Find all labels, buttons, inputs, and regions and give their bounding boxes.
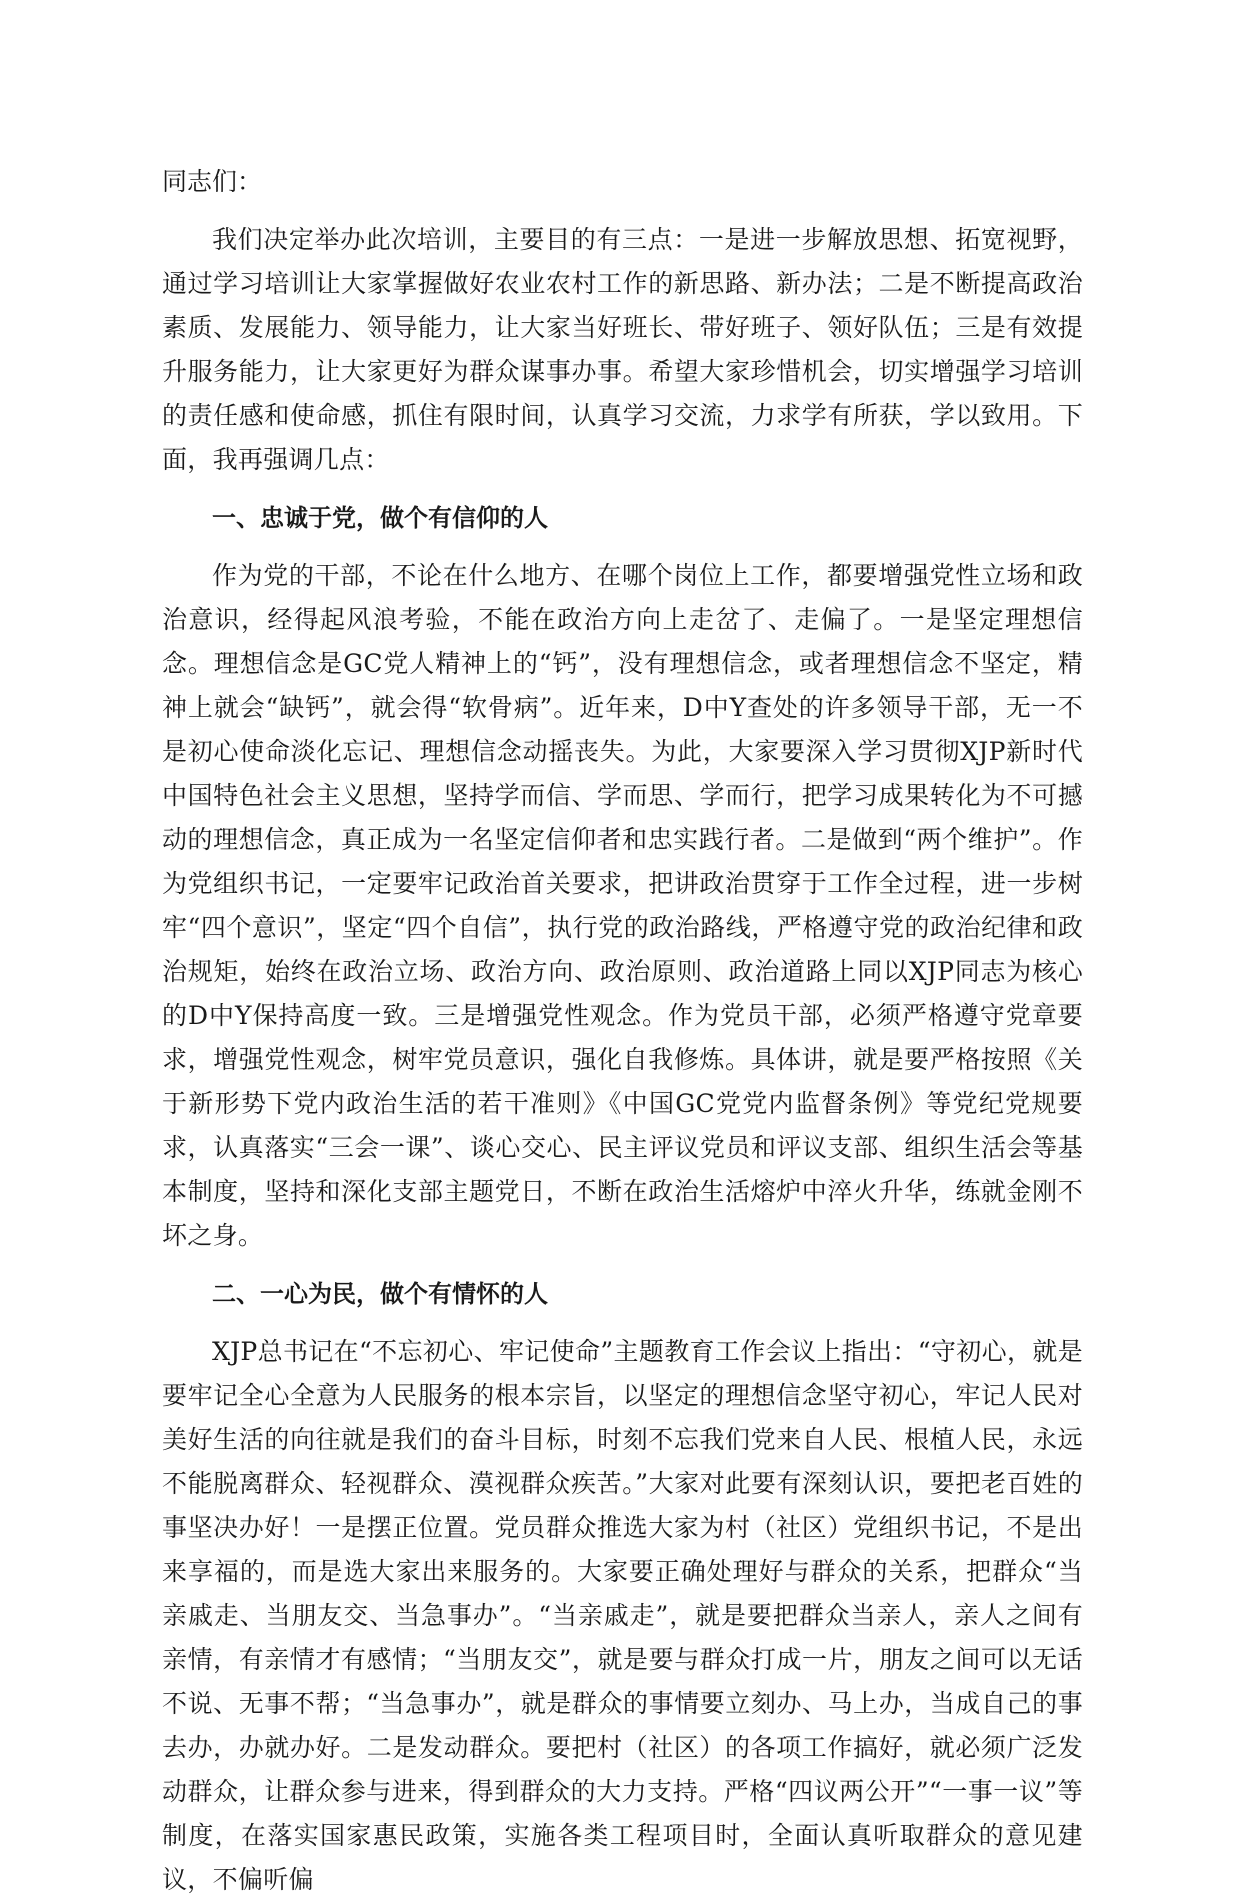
section-1-body: 作为党的干部，不论在什么地方、在哪个岗位上工作，都要增强党性立场和政治意识，经得起风浪考验，不能在政治方向上走岔了、走偏了。一是坚定理想信念。理想信念是GC党人精神上的“钙”，没有理想信念，或者理想信念不坚定，精神上就会“缺钙”，就会得“软骨病”。近年来，D中Y查处的许多领导干部，无一不是初心使命淡化忘记、理想信念动摇丧失。为此，大家要深入学习贯彻XJP新时代中国特色社会主义思想，坚持学而信、学而思、学而行，把学习成果转化为不可撼动的理想信念，真正成为一名坚定信仰者和忠实践行者。二是做到“两个维护”。作为党组织书记，一定要牢记政治首关要求，把讲政治贯穿于工作全过程，进一步树牢“四个意识”，坚定“四个自信”，执行党的政治路线，严格遵守党的政治纪律和政治规矩，始终在政治立场、政治方向、政治原则、政治道路上同以XJP同志为核心的D中Y保持高度一致。三是增强党性观念。作为党员干部，必须严格遵守党章要求，增强党性观念，树牢党员意识，强化自我修炼。具体讲，就是要严格按照《关于新形势下党内政治生活的若干准则》《中国GC党党内监督条例》等党纪党规要求，认真落实“三会一课”、谈心交心、民主评议党员和评议支部、组织生活会等基本制度，坚持和深化支部主题党日，不断在政治生活熔炉中淬火升华，练就金刚不坏之身。 (162, 561, 1083, 1250)
intro-paragraph: 我们决定举办此次培训，主要目的有三点：一是进一步解放思想、拓宽视野，通过学习培训让大家掌握做好农业农村工作的新思路、新办法；二是不断提高政治素质、发展能力、领导能力，让大家当好班长、带好班子、领好队伍；三是有效提升服务能力，让大家更好为群众谋事办事。希望大家珍惜机会，切实增强学习培训的责任感和使命感，抓住有限时间，认真学习交流，力求学有所获，学以致用。下面，我再强调几点： (162, 225, 1083, 474)
section-heading-2: 二、一心为民，做个有情怀的人 (212, 1280, 548, 1308)
section-2-body: XJP总书记在“不忘初心、牢记使命”主题教育工作会议上指出：“守初心，就是要牢记全心全意为人民服务的根本宗旨，以坚定的理想信念坚守初心，牢记人民对美好生活的向往就是我们的奋斗目标，时刻不忘我们党来自人民、根植人民，永远不能脱离群众、轻视群众、漠视群众疾苦。”大家对此要有深刻认识，要把老百姓的事坚决办好！一是摆正位置。党员群众推选大家为村（社区）党组织书记，不是出来享福的，而是选大家出来服务的。大家要正确处理好与群众的关系，把群众“当亲戚走、当朋友交、当急事办”。“当亲戚走”，就是要把群众当亲人，亲人之间有亲情，有亲情才有感情；“当朋友交”，就是要与群众打成一片，朋友之间可以无话不说、无事不帮；“当急事办”，就是群众的事情要立刻办、马上办，当成自己的事去办，办就办好。二是发动群众。要把村（社区）的各项工作搞好，就必须广泛发动群众，让群众参与进来，得到群众的大力支持。严格“四议两公开”“一事一议”等制度，在落实国家惠民政策，实施各类工程项目时，全面认真听取群众的意见建议，不偏听偏 (162, 1337, 1083, 1894)
section-heading-1: 一、忠诚于党，做个有信仰的人 (212, 504, 548, 532)
salutation: 同志们： (162, 167, 263, 196)
